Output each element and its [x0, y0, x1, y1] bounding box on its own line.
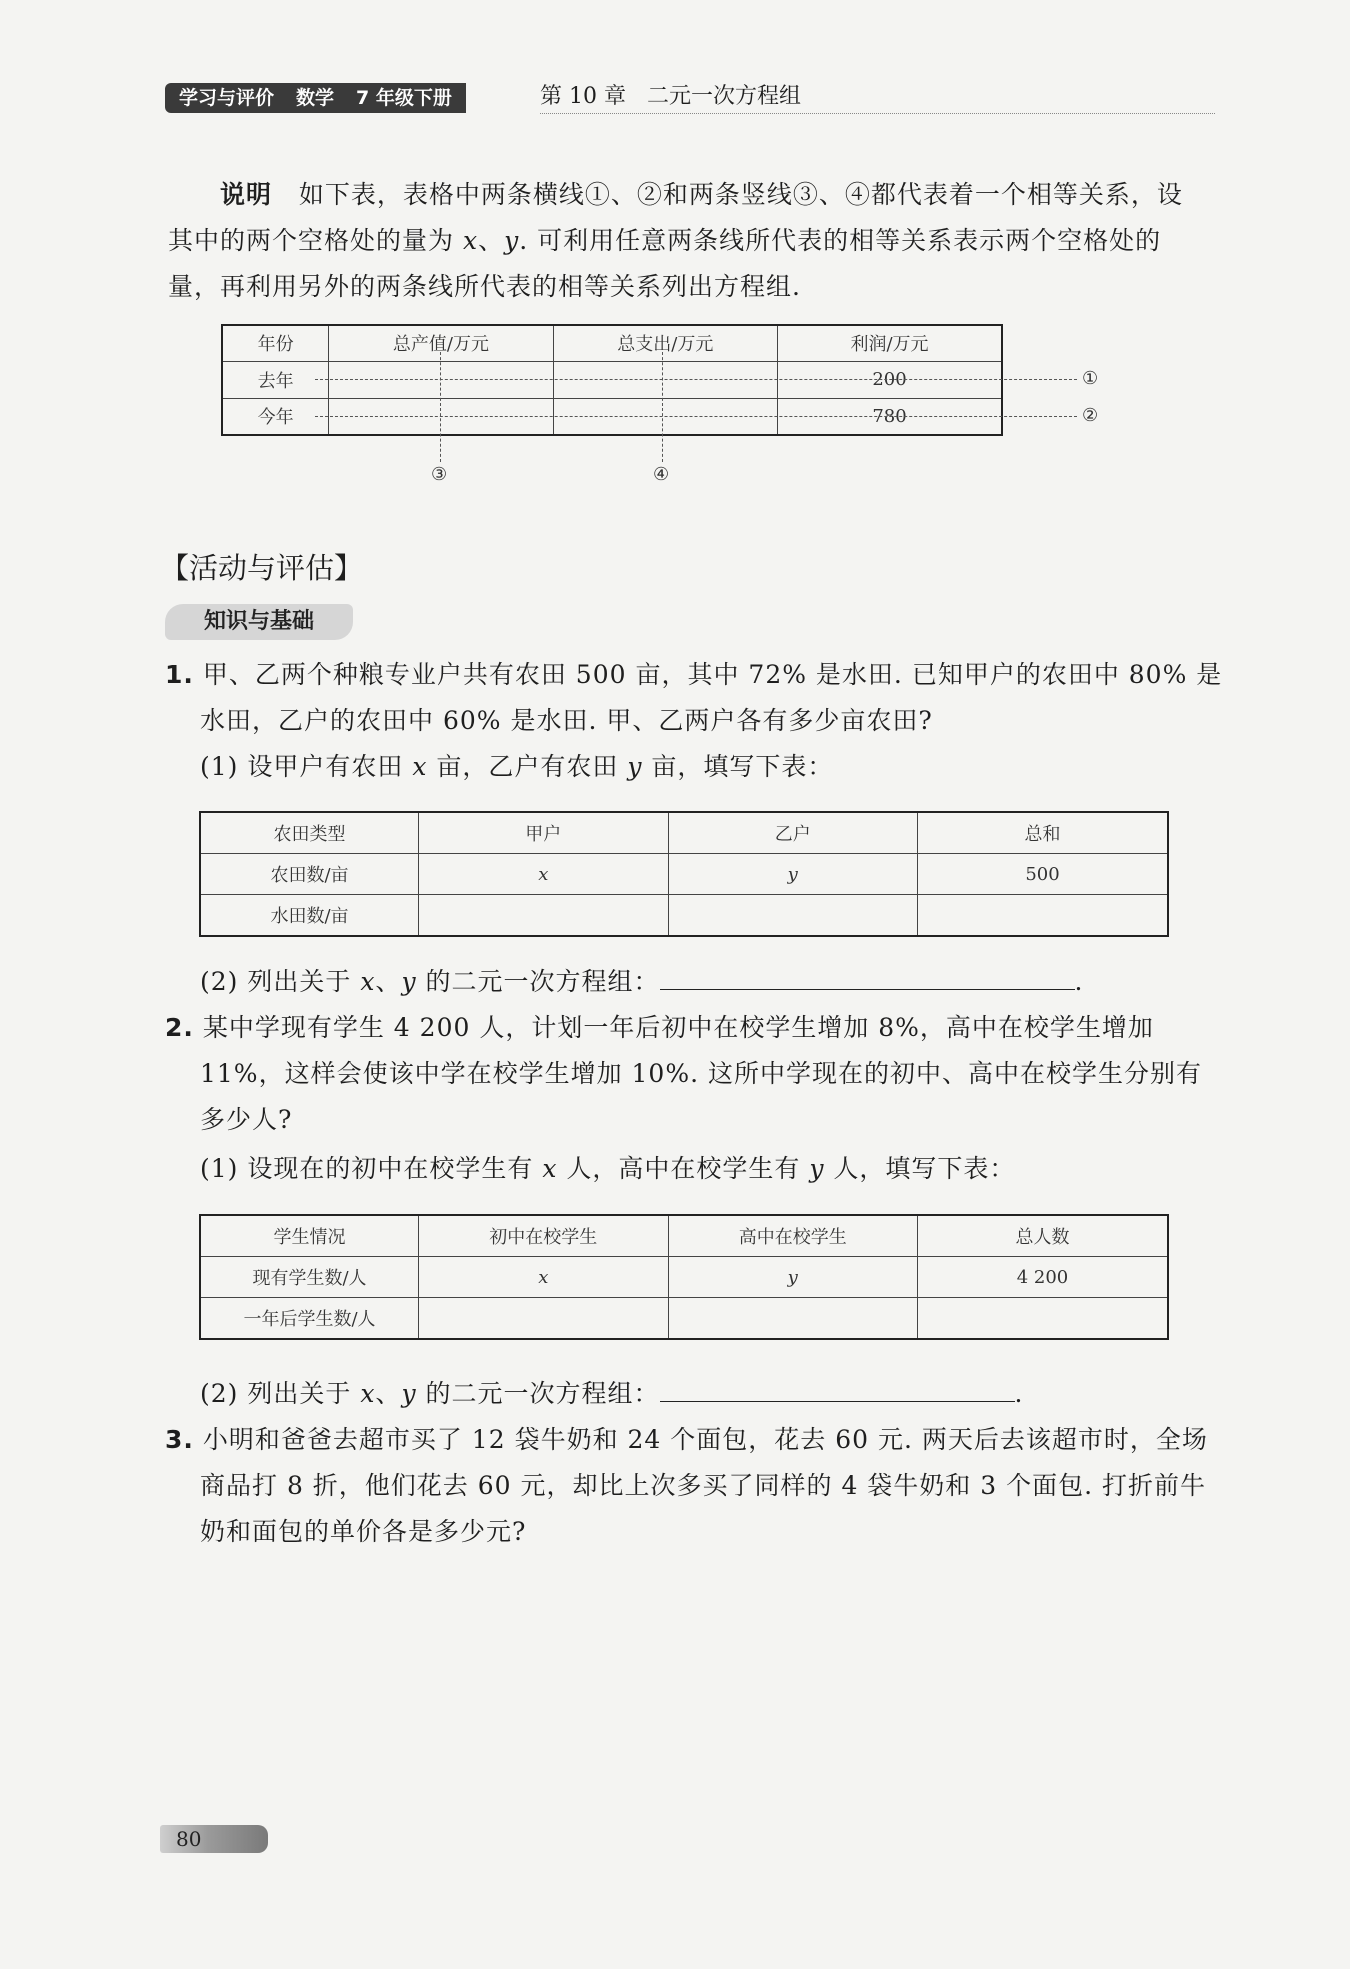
- diagram-header-output: 总产值/万元: [329, 325, 553, 361]
- q2-table: [199, 1214, 1169, 1340]
- header-series: 学习与评价: [179, 87, 275, 109]
- explanation-line-2: 其中的两个空格处的量为 x、y. 可利用任意两条线所代表的相等关系表示两个空格处的: [168, 226, 1162, 255]
- section-title: 【活动与评估】: [160, 551, 364, 585]
- diagram-header-year: 年份: [222, 325, 329, 361]
- q2-row-next-year-label: 一年后学生数/人: [200, 1298, 419, 1340]
- dashed-line-4: [662, 352, 663, 462]
- q1-header-type: 农田类型: [200, 812, 419, 854]
- dashed-line-1: [315, 379, 1077, 380]
- q1-row-paddy-label: 水田数/亩: [200, 895, 419, 937]
- q2-cell-next-senior[interactable]: [668, 1298, 917, 1340]
- q1-table: [199, 811, 1169, 937]
- chapter-title: 二元一次方程组: [646, 84, 801, 109]
- section-tag: 知识与基础: [165, 604, 353, 640]
- diagram-profit-last-year: 200: [778, 361, 1002, 398]
- diagram-profit-this-year: 780: [778, 398, 1002, 435]
- line-label-3: ③: [431, 464, 448, 485]
- q1-cell-total: 500: [917, 854, 1168, 895]
- explanation-label: 说明: [220, 180, 273, 209]
- q1-sub2: (2) 列出关于 x、y 的二元一次方程组： .: [200, 959, 1230, 1005]
- q1-cell-paddy-b[interactable]: [668, 895, 917, 937]
- q1-cell-paddy-total[interactable]: [917, 895, 1168, 937]
- q3-number: 3.: [165, 1425, 194, 1454]
- q2-header-total: 总人数: [917, 1215, 1168, 1257]
- chapter-number: 第 10 章: [540, 84, 626, 109]
- q2-cell-y: y: [668, 1257, 917, 1298]
- q2-line-2: 11%，这样会使该中学在校学生增加 10%. 这所中学现在的初中、高中在校学生分别有: [200, 1059, 1202, 1088]
- q3-line-1: 3. 小明和爸爸去超市买了 12 袋牛奶和 24 个面包，花去 60 元. 两天后去该超市时，全场: [165, 1425, 1208, 1454]
- diagram-row-this-year: 今年: [222, 398, 329, 435]
- dashed-line-3: [440, 352, 441, 462]
- page-number: 80: [160, 1825, 268, 1853]
- header-subject: 数学: [296, 87, 335, 109]
- q2-header-junior: 初中在校学生: [419, 1215, 668, 1257]
- q2-cell-total: 4 200: [917, 1257, 1168, 1298]
- q2-sub1: (1) 设现在的初中在校学生有 x 人，高中在校学生有 y 人，填写下表：: [200, 1154, 1016, 1183]
- diagram-header-expense: 总支出/万元: [553, 325, 777, 361]
- diagram-header-profit: 利润/万元: [778, 325, 1002, 361]
- q2-row-current-label: 现有学生数/人: [200, 1257, 419, 1298]
- explanation-line-1: 说明 如下表，表格中两条横线①、②和两条竖线③、④都代表着一个相等关系，设: [220, 180, 1183, 209]
- line-label-4: ④: [653, 464, 670, 485]
- q1-header-b: 乙户: [668, 812, 917, 854]
- q1-cell-x: x: [419, 854, 668, 895]
- q1-sub1: (1) 设甲户有农田 x 亩，乙户有农田 y 亩，填写下表：: [200, 752, 834, 781]
- q1-cell-y: y: [668, 854, 917, 895]
- line-label-1: ①: [1082, 368, 1099, 389]
- q2-cell-x: x: [419, 1257, 668, 1298]
- q1-header-total: 总和: [917, 812, 1168, 854]
- header-grade: 7 年级下册: [356, 87, 452, 109]
- q2-line-1: 2. 某中学现有学生 4 200 人，计划一年后初中在校学生增加 8%，高中在校学生增加: [165, 1013, 1154, 1042]
- q2-line-3: 多少人?: [200, 1105, 293, 1134]
- explanation-line-3: 量，再利用另外的两条线所代表的相等关系列出方程组.: [168, 272, 801, 301]
- q2-answer-blank[interactable]: [660, 1371, 1015, 1402]
- header-series-badge: [165, 83, 466, 113]
- q2-sub2: (2) 列出关于 x、y 的二元一次方程组： .: [200, 1371, 1230, 1417]
- q1-cell-paddy-a[interactable]: [419, 895, 668, 937]
- q2-cell-next-total[interactable]: [917, 1298, 1168, 1340]
- q1-row-farmland-label: 农田数/亩: [200, 854, 419, 895]
- q1-answer-blank[interactable]: [660, 959, 1075, 990]
- diagram-row-last-year: 去年: [222, 361, 329, 398]
- header-chapter: [540, 80, 801, 114]
- q2-number: 2.: [165, 1013, 194, 1042]
- q2-header-senior: 高中在校学生: [668, 1215, 917, 1257]
- diagram-table: [221, 324, 1003, 436]
- line-label-2: ②: [1082, 405, 1099, 426]
- q3-line-3: 奶和面包的单价各是多少元?: [200, 1517, 527, 1546]
- q1-line-1: 1. 甲、乙两个种粮专业户共有农田 500 亩，其中 72% 是水田. 已知甲户的农田中 80% 是: [165, 660, 1223, 689]
- header-divider: [540, 113, 1215, 114]
- q3-line-2: 商品打 8 折，他们花去 60 元，却比上次多买了同样的 4 袋牛奶和 3 个面包. 打折前牛: [200, 1471, 1206, 1500]
- q2-header-status: 学生情况: [200, 1215, 419, 1257]
- q1-number: 1.: [165, 660, 194, 689]
- q1-header-a: 甲户: [419, 812, 668, 854]
- dashed-line-2: [315, 416, 1077, 417]
- q1-line-2: 水田，乙户的农田中 60% 是水田. 甲、乙两户各有多少亩农田?: [200, 706, 933, 735]
- q2-cell-next-junior[interactable]: [419, 1298, 668, 1340]
